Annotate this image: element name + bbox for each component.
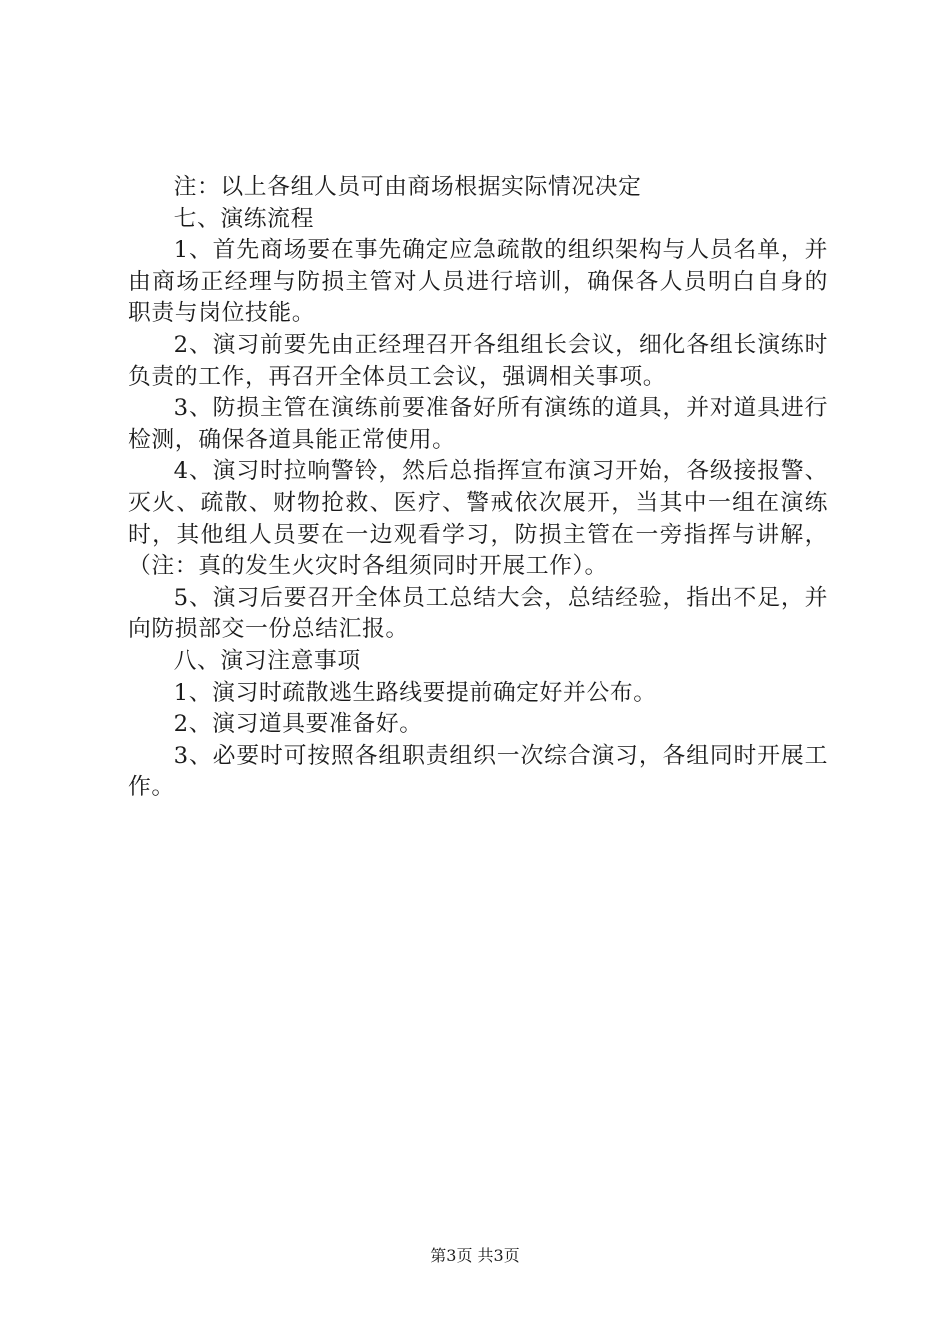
note-item-2: 2、演习道具要准备好。 (173, 711, 423, 738)
note-item-3: 3、必要时可按照各组职责组织一次综合演习，各组同时开展工作。 (128, 742, 828, 801)
page-number: 第3页 共3页 (430, 1246, 520, 1265)
section-heading-drill-notes: 八、演习注意事项 (173, 647, 361, 674)
paragraph-item-5: 5、演习后要召开全体员工总结大会，总结经验，指出不足，并向防损部交一份总结汇报。 (128, 584, 828, 643)
paragraph-item-2: 2、演习前要先由正经理召开各组组长会议，细化各组长演练时负责的工作，再召开全体员工会议，强调相关事项。 (128, 331, 828, 390)
document-body (128, 172, 828, 804)
note-item-1: 1、演习时疏散逃生路线要提前确定好并公布。 (173, 679, 657, 706)
paragraph-item-1: 1、首先商场要在事先确定应急疏散的组织架构与人员名单，并由商场正经理与防损主管对人员进行培训，确保各人员明白自身的职责与岗位技能。 (128, 237, 828, 327)
section-heading-drill-process: 七、演练流程 (173, 205, 314, 232)
paragraph-item-3: 3、防损主管在演练前要准备好所有演练的道具，并对道具进行检测，确保各道具能正常使用。 (128, 395, 828, 453)
note-paragraph: 注：以上各组人员可由商场根据实际情况决定 (173, 174, 642, 200)
paragraph-item-4: 4、演习时拉响警铃，然后总指挥宣布演习开始，各级接报警、灭火、疏散、财物抢救、医疗、警戒依次展开，当其中一组在演练时，其他组人员要在一边观看学习，防损主管在一旁指挥与讲解，（注：真的发生火灾时各组须同时开展工作）。 (128, 458, 828, 580)
